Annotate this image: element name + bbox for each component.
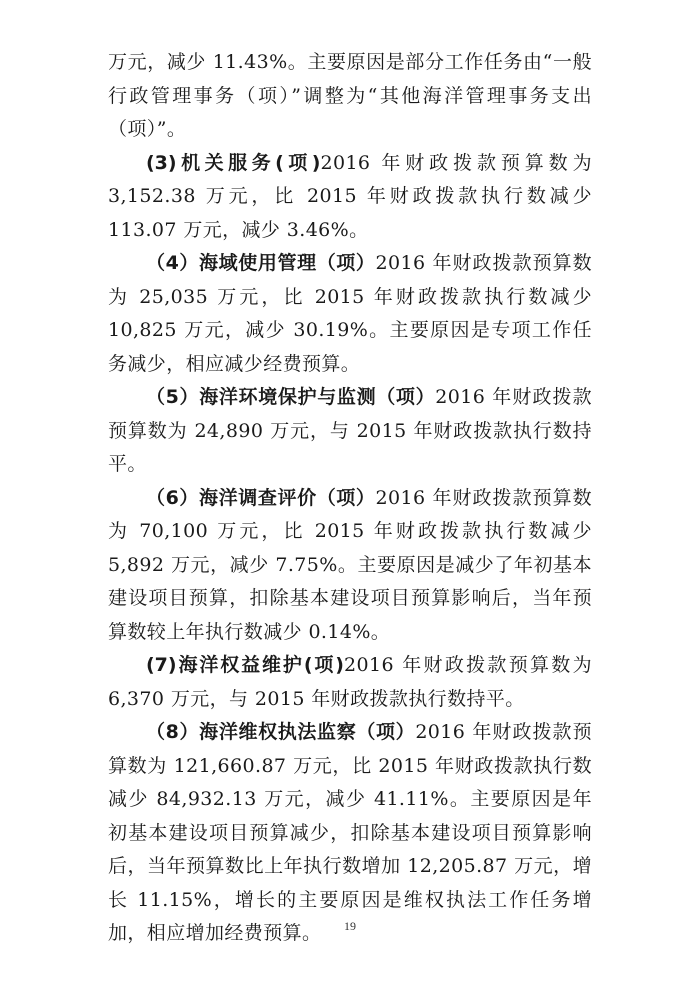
paragraph-text: 2016 年财政拨款预算数为 6,370 万元，与 2015 年财政拨款执行数持平。 [108,654,592,710]
item-heading: （8）海洋维权执法监察（项） [146,721,416,743]
paragraph-text: 2016 年财政拨款预算数为 121,660.87 万元，比 2015 年财政拨款执行数减少 84,932.13 万元，减少 41.11%。主要原因是年初基本建设项目预算减少，扣除基本建设项目预算影响后，当年预算数比上年执行数增加 12,205.87 万元，增长 11.15%，增长的主要原因是维权执法工作任务增加，相应增加经费预算。 [108,721,592,944]
item-heading: （6）海洋调查评价（项） [146,486,376,509]
item-heading: （5）海洋环境保护与监测（项） [146,386,436,408]
item-heading: （4）海域使用管理（项） [146,252,376,274]
paragraph-text: 2016 年财政拨款预算数为 3,152.38 万元，比 2015 年财政拨款执行数减少 113.07 万元，减少 3.46%。 [108,151,592,241]
paragraph-text: 万元，减少 11.43%。主要原因是部分工作任务由“一般行政管理事务（项）”调整为“其他海洋管理事务支出（项）”。 [108,51,592,140]
paragraph-item-5-environment-monitoring [108,381,592,482]
item-heading: (3)机关服务(项) [146,151,321,174]
page-number: 19 [344,919,356,933]
item-heading: (7)海洋权益维护(项) [146,654,344,676]
paragraph-text: 2016 年财政拨款预算数为 70,100 万元，比 2015 年财政拨款执行数减少 5,892 万元，减少 7.75%。主要原因是减少了年初基本建设项目预算，扣除基本建设项目预算影响后，当年预算数较上年执行数减少 0.14%。 [108,486,592,643]
paragraph-item-7-rights-protection [108,649,592,716]
paragraph-item-4-sea-area-use [108,247,592,381]
document-body [108,46,592,951]
paragraph-continuation [108,46,592,147]
paragraph-text: 2016 年财政拨款预算数为 24,890 万元，与 2015 年财政拨款执行数持平。 [108,386,592,475]
paragraph-item-6-survey-evaluation [108,482,592,650]
paragraph-item-8-law-enforcement [108,716,592,951]
paragraph-item-3-agency-services [108,147,592,248]
paragraph-text: 2016 年财政拨款预算数为 25,035 万元，比 2015 年财政拨款执行数减少 10,825 万元，减少 30.19%。主要原因是专项工作任务减少，相应减少经费预算。 [108,252,592,375]
